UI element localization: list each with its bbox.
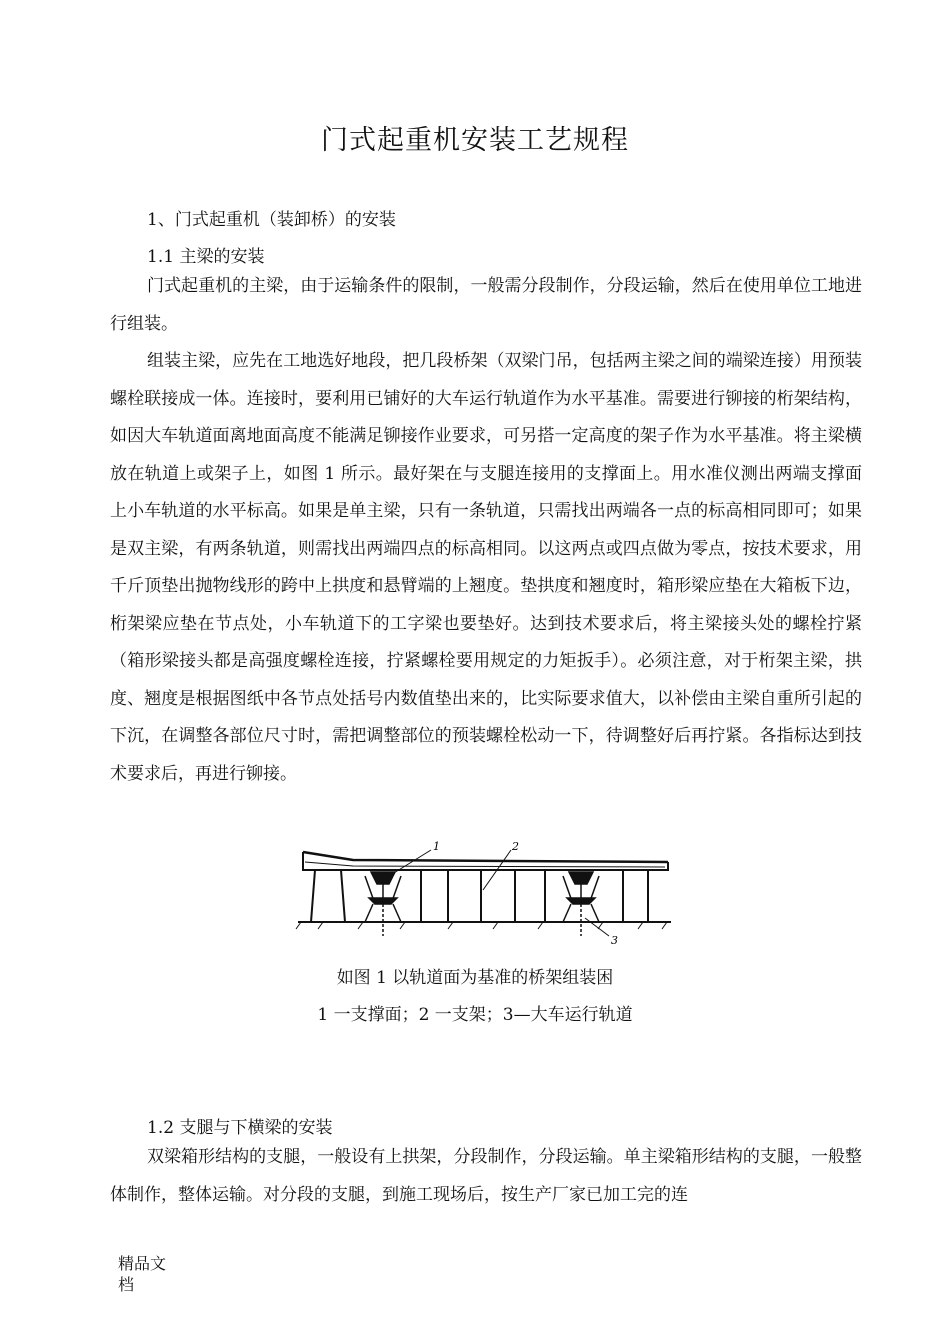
figure-label-2: 2: [512, 840, 519, 853]
section-1-2-paragraph-1: 双梁箱形结构的支腿，一般设有上拱架，分段制作，分段运输。单主梁箱形结构的支腿，一般整体制作，整体运输。对分段的支腿，到施工现场后，按生产厂家已加工完的连: [110, 1147, 862, 1205]
section-1-1-heading: 1.1 主梁的安装: [147, 247, 265, 267]
section-1-2-heading: 1.2 支腿与下横梁的安装: [147, 1118, 333, 1138]
footer-watermark: 精品文档: [118, 1254, 167, 1294]
section-1-heading: 1、门式起重机（装卸桥）的安装: [147, 210, 396, 230]
figure-legend: 1 一支撑面；2 一支架；3—大车运行轨道: [317, 1005, 633, 1025]
section-1-1-paragraph-1: 门式起重机的主梁，由于运输条件的限制，一般需分段制作，分段运输，然后在使用单位工地进行组装。: [110, 276, 862, 334]
section-1-1-paragraph-2: 组装主梁，应先在工地选好地段，把几段桥架（双梁门吊，包括两主梁之间的端梁连接）用预装螺栓联接成一体。连接时，要利用已铺好的大车运行轨道作为水平基准。需要进行铆接的桁架结构，如因大车轨道面离地面高度不能满足铆接作业要求，可另搭一定高度的架子作为水平基准。将主梁横放在轨道上或架子上，如图 1 所示。最好架在与支腿连接用的支撑面上。用水准仪测出两端支撑面上小车轨道的水平标高。如果是单主梁，只有一条轨道，只需找出两端各一点的标高相同即可；如果是双主梁，有两条轨道，则需找出两端四点的标高相同。以这两点或四点做为零点，按技术要求，用千斤顶垫出抛物线形的跨中上拱度和悬臂端的上翘度。垫拱度和翘度时，箱形梁应垫在大箱板下边，桁架梁应垫在节点处，小车轨道下的工字梁也要垫好。达到技术要求后，将主梁接头处的螺栓拧紧（箱形梁接头都是高强度螺栓连接，拧紧螺栓要用规定的力矩扳手）。必须注意，对于桁架主梁，拱度、翘度是根据图纸中各节点处括号内数值垫出来的，比实际要求值大，以补偿由主梁自重所引起的下沉，在调整各部位尺寸时，需把调整部位的预装螺栓松动一下，待调整好后再拧紧。各指标达到技术要求后，再进行铆接。: [110, 351, 862, 784]
document-title: 门式起重机安装工艺规程: [321, 125, 629, 156]
figure-label-3: 3: [611, 934, 618, 947]
figure-label-1: 1: [433, 840, 440, 853]
figure-caption: 如图 1 以轨道面为基准的桥架组装困: [336, 968, 614, 988]
truss-assembly-figure: [293, 840, 673, 950]
